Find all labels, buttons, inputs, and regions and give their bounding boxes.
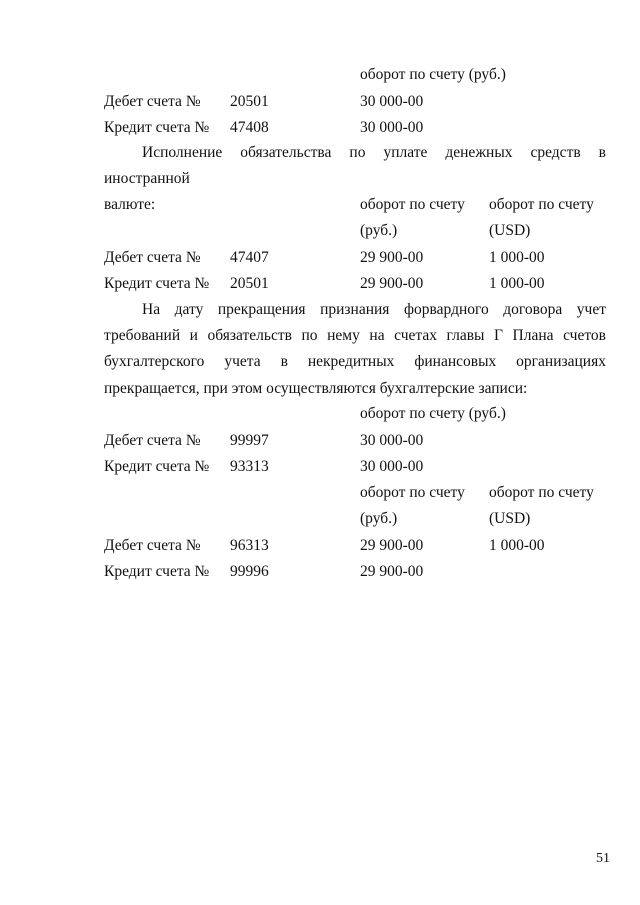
paragraph2-line2: требований и обязательств по нему на счетах главы Г Плана счетов xyxy=(104,327,606,345)
block3-credit-label: Кредит счета № xyxy=(104,458,210,475)
paragraph1-line1: Исполнение обязательства по уплате денежных средств в иностранной xyxy=(104,144,606,188)
block2-credit-rub: 29 900-00 xyxy=(360,275,424,292)
paragraph-derecognition xyxy=(104,297,606,402)
paragraph2-line1: На дату прекращения признания форвардного договора учет xyxy=(142,301,606,318)
block1-credit-account: 47408 xyxy=(230,119,269,136)
block2-debit-label: Дебет счета № xyxy=(104,249,201,266)
paragraph1-line2: валюте: xyxy=(104,196,156,214)
block4-credit-account: 99996 xyxy=(230,563,269,580)
block4-header-usd-line2: (USD) xyxy=(489,510,531,527)
block2-credit-account: 20501 xyxy=(230,275,269,292)
page-number: 51 xyxy=(596,851,610,866)
block1-header-rub: оборот по счету (руб.) xyxy=(360,66,506,83)
block4-debit-account: 96313 xyxy=(230,537,269,554)
block4-header-usd-line1: оборот по счету xyxy=(489,484,594,501)
paragraph2-line4: прекращается, при этом осуществляются бухгалтерские записи: xyxy=(104,379,528,397)
block1-credit-label: Кредит счета № xyxy=(104,119,210,136)
block3-header-rub: оборот по счету (руб.) xyxy=(360,405,506,422)
block2-header-rub-line2: (руб.) xyxy=(360,222,398,239)
block2-credit-label: Кредит счета № xyxy=(104,275,210,292)
paragraph2-line3: бухгалтерского учета в некредитных финансовых организациях xyxy=(104,353,606,371)
block4-debit-rub: 29 900-00 xyxy=(360,537,424,554)
block1-debit-account: 20501 xyxy=(230,93,269,110)
block1-debit-rub: 30 000-00 xyxy=(360,93,424,110)
block4-debit-usd: 1 000-00 xyxy=(489,537,545,554)
block3-credit-rub: 30 000-00 xyxy=(360,458,424,475)
block3-debit-rub: 30 000-00 xyxy=(360,432,424,449)
block3-debit-label: Дебет счета № xyxy=(104,432,201,449)
block4-credit-label: Кредит счета № xyxy=(104,563,210,580)
block2-debit-rub: 29 900-00 xyxy=(360,249,424,266)
block2-credit-usd: 1 000-00 xyxy=(489,275,545,292)
block2-header-usd-line2: (USD) xyxy=(489,222,531,239)
block4-debit-label: Дебет счета № xyxy=(104,537,201,554)
block4-credit-rub: 29 900-00 xyxy=(360,563,424,580)
block2-debit-account: 47407 xyxy=(230,249,269,266)
block2-header-usd-line1: оборот по счету xyxy=(489,196,594,213)
block3-credit-account: 93313 xyxy=(230,458,269,475)
block3-debit-account: 99997 xyxy=(230,432,269,449)
block4-header-rub-line2: (руб.) xyxy=(360,510,398,527)
block4-header-rub-line1: оборот по счету xyxy=(360,484,465,501)
block1-credit-rub: 30 000-00 xyxy=(360,119,424,136)
block2-debit-usd: 1 000-00 xyxy=(489,249,545,266)
block2-header-rub-line1: оборот по счету xyxy=(360,196,465,213)
block1-debit-label: Дебет счета № xyxy=(104,93,201,110)
